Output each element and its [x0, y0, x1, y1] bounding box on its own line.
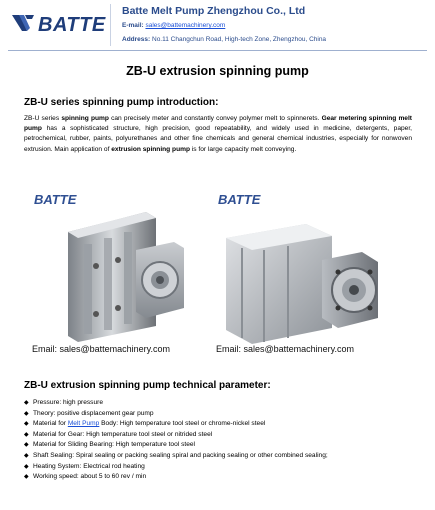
address-label: Address:	[122, 36, 151, 43]
params-list	[24, 398, 416, 483]
intro-bold-3: extrusion spinning pump	[111, 145, 190, 153]
header-rule	[8, 50, 427, 51]
param-speed: ◆ Working speed: about 5 to 60 rev / min	[24, 472, 416, 483]
pump-illustration-2	[212, 186, 398, 358]
page-title: ZB-U extrusion spinning pump	[126, 64, 309, 78]
photo-logo: BATTE	[34, 192, 77, 207]
pump-photo-1	[28, 186, 214, 358]
email-line	[122, 22, 225, 29]
intro-text-3: has a sophisticated structure, high precision, good repeatability, and widely used in medicine, detergents, paper, petrochemical, rubber, paints, polyurethanes and other fine chemicals and general chemical industries, especially for nonwoven extrusion. Main application of	[24, 125, 412, 153]
param-theory: ◆ Theory: positive displacement gear pump	[24, 409, 416, 420]
company-name: Batte Melt Pump Zhengzhou Co., Ltd	[122, 5, 306, 17]
email-link[interactable]: sales@battemachinery.com	[145, 22, 226, 29]
address-value: No.11 Changchun Road, High-tech Zone, Zhengzhou, China	[152, 36, 327, 43]
intro-text-4: is for large capacity melt conveying.	[190, 145, 297, 153]
params-heading: ZB-U extrusion spinning pump technical parameter:	[24, 380, 271, 391]
intro-heading: ZB-U series spinning pump introduction:	[24, 97, 219, 108]
photo-email: Email: sales@battemachinery.com	[216, 344, 355, 354]
param-body-pre: Material for	[33, 420, 68, 428]
page-header	[0, 0, 435, 52]
address-line	[122, 36, 326, 43]
param-body-material	[24, 419, 416, 430]
batte-logo	[10, 6, 108, 42]
intro-bold-2: Gear metering spinning melt pump	[24, 115, 412, 133]
pump-illustration-1	[28, 186, 214, 358]
intro-text-1: ZB-U series	[24, 115, 62, 122]
param-pressure: ◆ Pressure: high pressure	[24, 398, 416, 409]
param-body-post: Body: High temperature tool steel or chrome-nickel steel	[99, 420, 266, 428]
pump-photo-2	[212, 186, 398, 358]
photo-email: Email: sales@battemachinery.com	[32, 344, 171, 354]
intro-bold-1: spinning pump	[61, 115, 109, 122]
header-divider	[110, 4, 111, 46]
batte-logo-icon	[10, 12, 36, 34]
intro-text-2: can precisely meter and constantly convey polymer melt to spinnerets.	[108, 115, 322, 122]
photo-logo: BATTE	[218, 192, 261, 207]
intro-paragraph	[24, 114, 412, 155]
param-shaft-sealing: ◆ Shaft Sealing: Spiral sealing or packing sealing spiral and packing sealing or other combined sealing;	[24, 451, 416, 462]
email-label: E-mail:	[122, 22, 144, 29]
melt-pump-link[interactable]: Melt Pump	[67, 420, 100, 428]
param-bearing-material: ◆ Material for Sliding Bearing: High temperature tool steel	[24, 440, 416, 451]
logo-text: BATTE	[38, 14, 106, 36]
param-heating: ◆ Heating System: Electrical rod heating	[24, 462, 416, 473]
param-gear-material: ◆ Material for Gear: High temperature tool steel or nitrided steel	[24, 430, 416, 441]
